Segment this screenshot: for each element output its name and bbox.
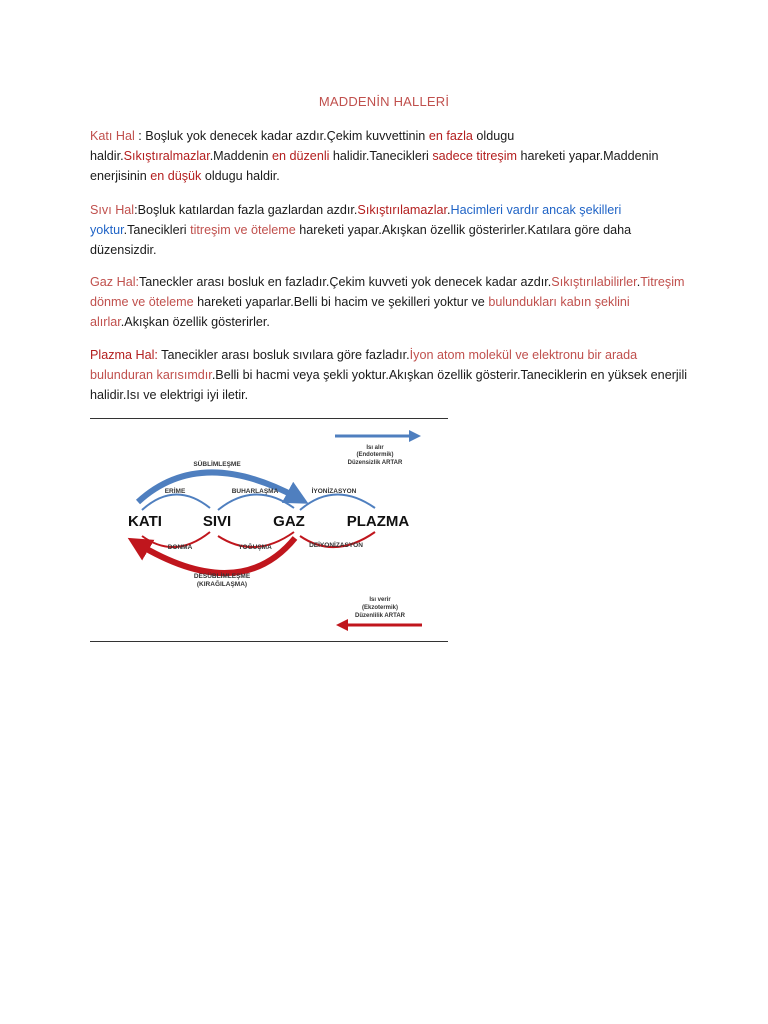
highlight-run: bulundukları kabın şeklini alırlar	[90, 295, 630, 330]
text-run: Tanecikler arası bosluk sıvılara göre fazladır.	[157, 348, 410, 362]
text-run: oldugu haldir.	[201, 169, 280, 184]
highlight-run: Hacimleri vardır ancak şekilleri yoktur	[90, 203, 622, 238]
deionization-label: DEİYONİZASYON	[309, 542, 363, 549]
liquid-state-label: Sıvı Hal	[90, 203, 135, 217]
text-run: oldugu haldir.	[90, 129, 515, 164]
state-gas: GAZ	[273, 513, 305, 530]
melting-label: ERİME	[164, 488, 186, 495]
plasma-state-label: Plazma Hal:	[90, 348, 158, 362]
highlight-run: sadece titreşim	[432, 149, 518, 164]
evaporation-arrow	[218, 494, 294, 510]
text-run: hareketi yaparlar.Belli bi hacim ve şekilleri yoktur ve	[193, 295, 489, 310]
highlight-run: en düşük	[150, 169, 202, 184]
highlight-run: Titreşim dönme ve öteleme	[90, 275, 685, 310]
divider-top	[90, 418, 448, 419]
text-run: .Belli bi hacmi veya şekli yoktur.Akışkan özellik gösterir.Taneciklerin en yüksek enerjili halidir.Isı ve elektrigi iyi iletir.	[90, 368, 688, 403]
deposition-label: DESÜBLİMLEŞME	[193, 573, 251, 580]
page-title: MADDENİN HALLERİ	[318, 94, 450, 109]
disorder-increases-label: Düzensizlik ARTAR	[347, 460, 403, 466]
highlight-run: İyon atom molekül ve elektronu bir arada bulunduran karısımdır	[90, 348, 638, 383]
ionization-arrow	[300, 494, 375, 510]
highlight-run: Sıkıştırılabilirler	[551, 275, 637, 289]
ionization-label: İYONİZASYON	[311, 488, 357, 495]
divider-bottom	[90, 641, 448, 642]
text-run: .Akışkan özellik gösterirler.	[120, 315, 270, 330]
text-run: .	[447, 203, 451, 217]
melting-arrow	[142, 494, 210, 510]
text-run: hareketi yapar.Maddenin enerjisinin	[90, 149, 659, 184]
sublimation-label: SÜBLİMLEŞME	[193, 461, 241, 468]
text-run: halidir.Tanecikleri	[329, 149, 433, 164]
state-solid: KATI	[128, 513, 162, 530]
highlight-run: titreşim ve öteleme	[190, 223, 296, 238]
gas-state-paragraph	[90, 272, 690, 333]
endothermic-label: (Endotermik)	[356, 452, 394, 458]
evaporation-label: BUHARLAŞMA	[231, 488, 279, 495]
highlight-run: Sıkıştıralmazlar	[123, 149, 210, 164]
text-run: Taneckler arası bosluk en fazladır.Çekim kuvveti yok denecek kadar azdır.	[139, 275, 552, 289]
order-increases-label: Düzenlilik ARTAR	[354, 613, 406, 619]
highlight-run: Sıkıştırılamazlar	[357, 203, 447, 217]
text-run: : Boşluk yok denecek kadar azdır.Çekim kuvvettinin	[134, 129, 429, 143]
deposition-alt-label: (KIRAĞILAŞMA)	[196, 581, 248, 588]
text-run: .Maddenin	[209, 149, 272, 164]
freezing-label: DONMA	[167, 544, 193, 551]
solid-state-paragraph	[90, 126, 690, 187]
condensation-label: YOĞUŞMA	[238, 544, 272, 551]
text-run: hareketi yapar.Akışkan özellik gösterirler.Katılara göre daha düzensizdir.	[90, 223, 632, 258]
state-plasma: PLAZMA	[346, 513, 410, 530]
state-liquid: SIVI	[202, 513, 232, 530]
exothermic-label: (Ekzotermik)	[361, 605, 399, 611]
highlight-run: en fazla	[428, 129, 473, 143]
solid-state-label: Katı Hal	[90, 129, 135, 143]
text-run: :Boşluk katılardan fazla gazlardan azdır.	[134, 203, 358, 217]
plasma-state-paragraph	[90, 345, 690, 406]
text-run: .Tanecikleri	[123, 223, 191, 238]
heat-in-label: Isı alır	[366, 445, 384, 451]
gas-state-label: Gaz Hal:	[90, 275, 139, 289]
liquid-state-paragraph	[90, 200, 690, 261]
text-run: .	[636, 275, 641, 289]
highlight-run: en düzenli	[272, 149, 330, 164]
state-change-diagram	[90, 420, 448, 640]
heat-out-label: Isı verir	[369, 597, 391, 603]
